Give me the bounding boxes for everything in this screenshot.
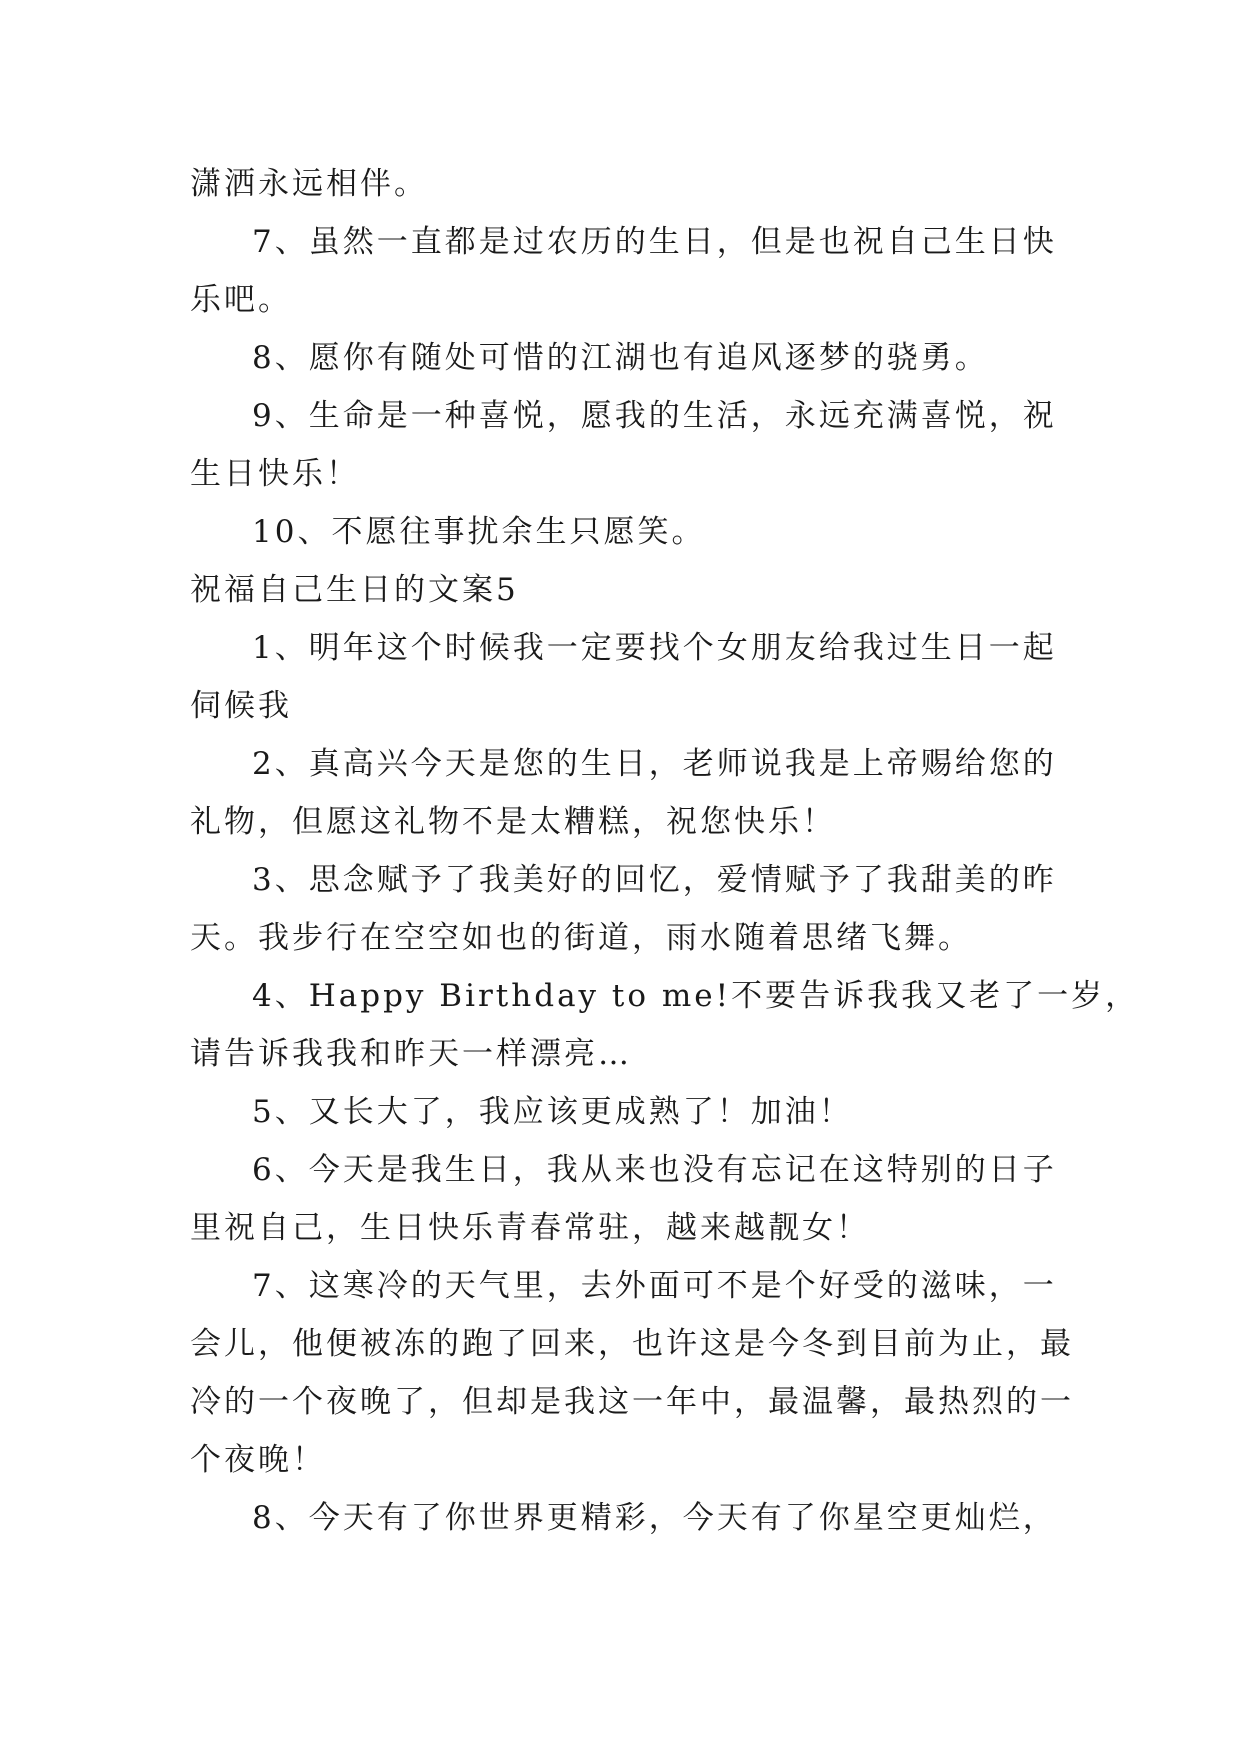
list-item-line: 7、虽然一直都是过农历的生日，但是也祝自己生日快 xyxy=(252,224,1057,260)
text-line: 生日快乐！ xyxy=(190,456,360,492)
list-item-line: 6、今天是我生日，我从来也没有忘记在这特别的日子 xyxy=(252,1152,1057,1188)
list-item-line: 8、今天有了你世界更精彩，今天有了你星空更灿烂， xyxy=(252,1500,1057,1536)
text-line: 会儿，他便被冻的跑了回来，也许这是今冬到目前为止，最 xyxy=(190,1326,1074,1362)
text-line: 礼物，但愿这礼物不是太糟糕，祝您快乐！ xyxy=(190,804,836,840)
text-line: 冷的一个夜晚了，但却是我这一年中，最温馨，最热烈的一 xyxy=(190,1384,1074,1420)
list-item-line: 5、又长大了，我应该更成熟了！加油！ xyxy=(252,1094,853,1130)
text-line: 潇洒永远相伴。 xyxy=(190,166,428,202)
text-line: 伺候我 xyxy=(190,688,292,724)
text-line: 里祝自己，生日快乐青春常驻，越来越靓女！ xyxy=(190,1210,870,1246)
list-item-line: 7、这寒冷的天气里，去外面可不是个好受的滋味，一 xyxy=(252,1268,1057,1304)
list-item-line: 4、Happy Birthday to me!不要告诉我我又老了一岁， xyxy=(252,978,1140,1014)
list-item-line: 9、生命是一种喜悦，愿我的生活，永远充满喜悦，祝 xyxy=(252,398,1057,434)
list-item-line: 8、愿你有随处可惜的江湖也有追风逐梦的骁勇。 xyxy=(252,340,989,376)
section-heading: 祝福自己生日的文案5 xyxy=(190,572,519,608)
list-item-line: 10、不愿往事扰余生只愿笑。 xyxy=(252,514,706,550)
text-line: 乐吧。 xyxy=(190,282,292,318)
text-line: 个夜晚！ xyxy=(190,1442,326,1478)
text-line: 天。我步行在空空如也的街道，雨水随着思绪飞舞。 xyxy=(190,920,972,956)
document-body xyxy=(190,155,1140,1547)
text-line: 请告诉我我和昨天一样漂亮… xyxy=(190,1036,632,1072)
list-item-line: 1、明年这个时候我一定要找个女朋友给我过生日一起 xyxy=(252,630,1057,666)
list-item-line: 2、真高兴今天是您的生日，老师说我是上帝赐给您的 xyxy=(252,746,1057,782)
list-item-line: 3、思念赋予了我美好的回忆，爱情赋予了我甜美的昨 xyxy=(252,862,1057,898)
